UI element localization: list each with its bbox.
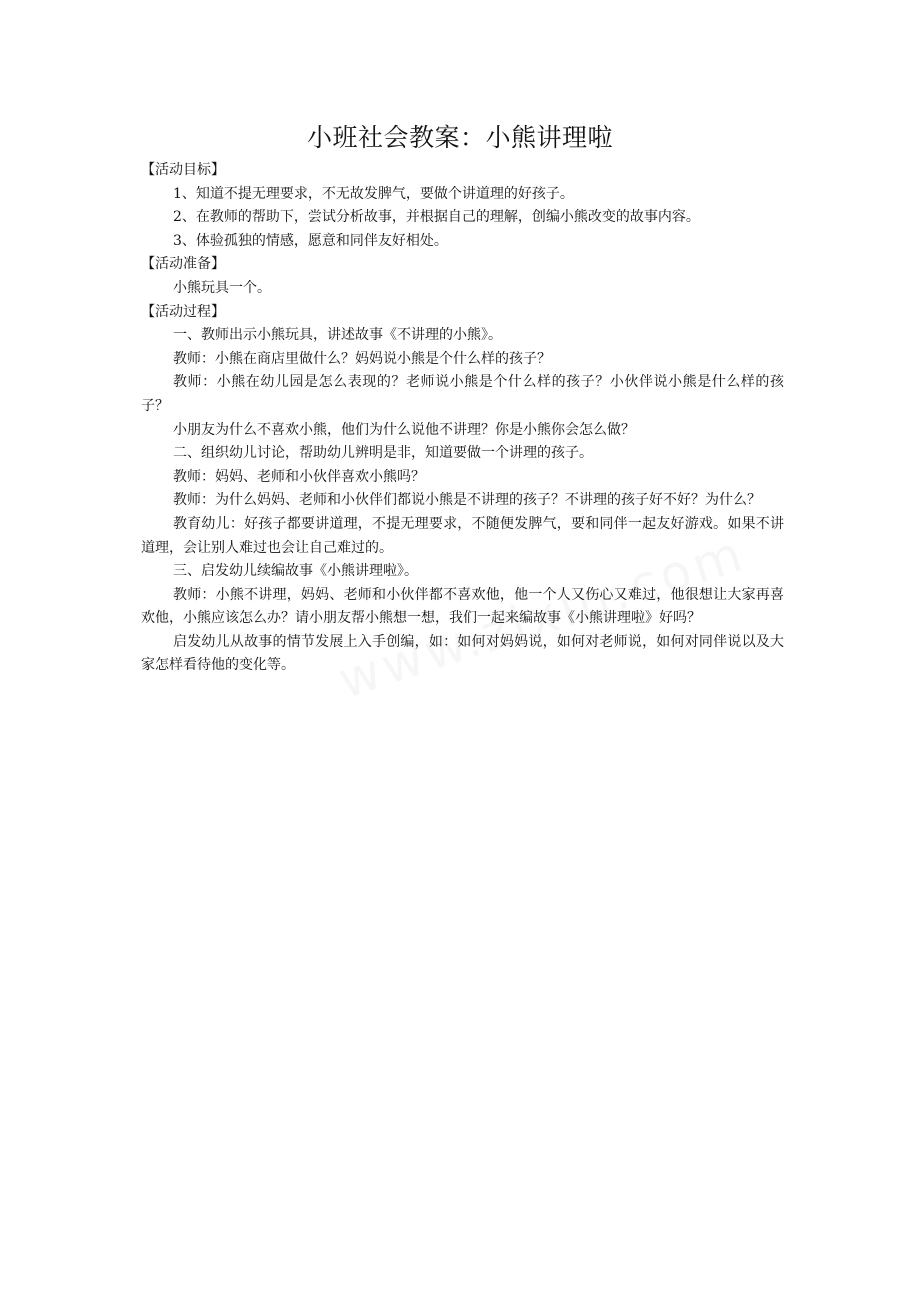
paragraph: 教师：小熊在幼儿园是怎么表现的？老师说小熊是个什么样的孩子？小伙伴说小熊是什么样的孩子？ — [141, 374, 784, 414]
paragraph: 3、体验孤独的情感，愿意和同伴友好相处。 — [173, 232, 448, 249]
page-title: 小班社会教案：小熊讲理啦 — [306, 123, 613, 152]
section-heading-preparation: 【活动准备】 — [141, 256, 225, 273]
paragraph: 教师：妈妈、老师和小伙伴喜欢小熊吗？ — [173, 468, 425, 485]
section-heading-process: 【活动过程】 — [141, 303, 225, 320]
paragraph: 小朋友为什么不喜欢小熊，他们为什么说他不讲理？你是小熊你会怎么做？ — [173, 421, 635, 438]
paragraph: 启发幼儿从故事的情节发展上入手创编，如：如何对妈妈说，如何对老师说，如何对同伴说以及大家怎样看待他的变化等。 — [141, 633, 784, 674]
paragraph: 教师：为什么妈妈、老师和小伙伴们都说小熊是不讲理的孩子？不讲理的孩子好不好？为什么？ — [173, 492, 761, 509]
paragraph: 三、启发幼儿续编故事《小熊讲理啦》。 — [173, 563, 418, 580]
paragraph: 一、教师出示小熊玩具，讲述故事《不讲理的小熊》。 — [173, 327, 502, 344]
paragraph: 教师：小熊不讲理，妈妈、老师和小伙伴都不喜欢他，他一个人又伤心又难过，他很想让大家再喜欢他，小熊应该怎么办？请小朋友帮小熊想一想，我们一起来编故事《小熊讲理啦》好吗？ — [141, 586, 784, 627]
paragraph: 教育幼儿：好孩子都要讲道理，不提无理要求，不随便发脾气，要和同伴一起友好游戏。如果不讲道理，会让别人难过也会让自己难过的。 — [141, 515, 784, 556]
paragraph: 1、知道不提无理要求，不无故发脾气，要做个讲道理的好孩子。 — [173, 185, 574, 202]
paragraph: 二、组织幼儿讨论，帮助幼儿辨明是非，知道要做一个讲理的孩子。 — [173, 445, 593, 462]
document-body — [141, 159, 784, 678]
paragraph: 教师：小熊在商店里做什么？妈妈说小熊是个什么样的孩子？ — [173, 350, 551, 367]
paragraph: 小熊玩具一个。 — [173, 279, 271, 296]
paragraph: 2、在教师的帮助下，尝试分析故事，并根据自己的理解，创编小熊改变的故事内容。 — [173, 209, 700, 226]
section-heading-goals: 【活动目标】 — [141, 162, 225, 178]
